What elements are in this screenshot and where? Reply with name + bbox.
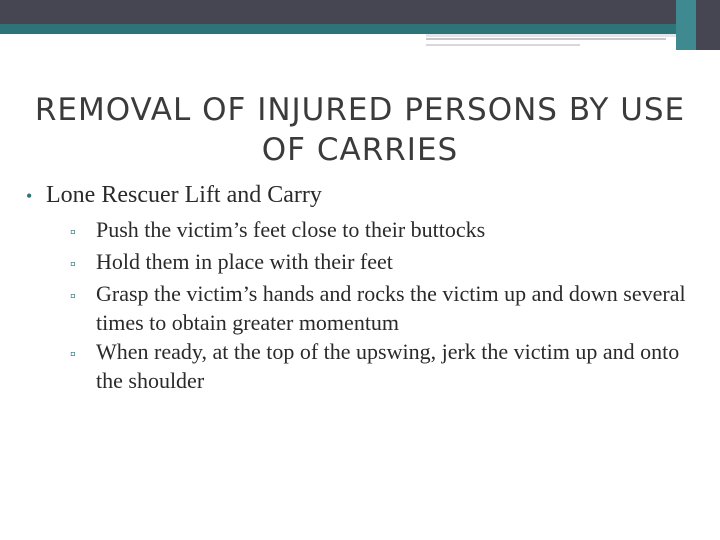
sub-bullet-list — [70, 215, 686, 395]
slide-title: REMOVAL OF INJURED PERSONS BY USE OF CARRIES — [34, 92, 686, 168]
square-outline-bullet-icon: ▫ — [70, 224, 76, 241]
sub-bullet-text: Hold them in place with their feet — [96, 249, 393, 274]
header-teal-band — [0, 24, 720, 34]
sub-bullet-text: Push the victim’s feet close to their buttocks — [96, 217, 486, 242]
header-dark-band — [0, 0, 720, 24]
header-accent-stripe — [426, 34, 676, 37]
sub-bullet-text: Grasp the victim’s hands and rocks the victim up and down several times to obtain greater momentum — [96, 281, 686, 335]
sub-bullet-text: When ready, at the top of the upswing, jerk the victim up and onto the shoulder — [96, 339, 680, 393]
square-outline-bullet-icon: ▫ — [70, 256, 76, 273]
square-outline-bullet-icon: ▫ — [70, 346, 76, 363]
header-accent-stripe — [426, 38, 666, 40]
bullet-item — [26, 178, 686, 213]
header-right-teal-block — [676, 0, 696, 50]
bullet-text: Lone Rescuer Lift and Carry — [46, 182, 322, 208]
sub-bullet-item — [70, 247, 686, 279]
slide-body — [26, 178, 686, 395]
sub-bullet-item — [70, 337, 686, 395]
header-accent-stripe — [426, 44, 580, 46]
sub-bullet-item — [70, 279, 686, 337]
header-right-dark-block — [696, 0, 720, 50]
round-bullet-icon: • — [26, 186, 33, 206]
square-outline-bullet-icon: ▫ — [70, 288, 76, 305]
sub-bullet-item — [70, 215, 686, 247]
